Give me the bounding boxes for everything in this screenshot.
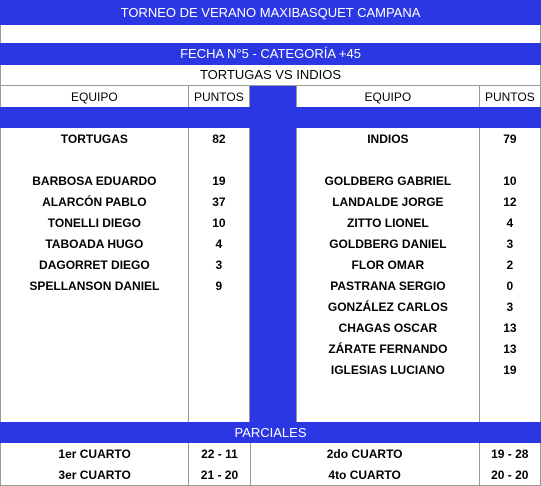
left-player-points: 4 — [189, 233, 250, 255]
left-team-name: TORTUGAS — [0, 128, 189, 150]
right-player-name — [296, 380, 480, 402]
left-player-points: 9 — [189, 275, 250, 297]
table-row — [296, 191, 541, 212]
left-player-name: TABOADA HUGO — [0, 233, 189, 255]
left-player-name: TONELLI DIEGO — [0, 212, 189, 234]
left-player-name: ALARCÓN PABLO — [0, 191, 189, 213]
left-puntos-header: PUNTOS — [189, 86, 250, 108]
right-header — [296, 86, 541, 107]
header-separator — [0, 107, 541, 128]
table-row — [0, 401, 250, 422]
matchup-row — [0, 65, 541, 86]
right-team-name: INDIOS — [296, 128, 480, 150]
table-row — [0, 359, 250, 380]
left-player-name — [0, 380, 189, 402]
right-empty-row — [296, 149, 541, 170]
matchup-label: TORTUGAS VS INDIOS — [199, 67, 342, 82]
tournament-title: TORNEO DE VERANO MAXIBASQUET CAMPANA — [120, 5, 421, 20]
right-player-name: GOLDBERG DANIEL — [296, 233, 480, 255]
right-player-name: PASTRANA SERGIO — [296, 275, 480, 297]
table-row — [0, 380, 250, 401]
q1-score: 22 - 11 — [189, 443, 250, 465]
quarter-row-1 — [0, 443, 541, 464]
spacer-row — [0, 25, 541, 43]
right-player-name: ZITTO LIONEL — [296, 212, 480, 234]
q1-label: 1er CUARTO — [0, 443, 189, 465]
left-player-points — [189, 380, 250, 402]
right-player-points: 13 — [480, 317, 541, 339]
left-player-name — [0, 359, 189, 381]
right-player-name: CHAGAS OSCAR — [296, 317, 480, 339]
left-player-name — [0, 317, 189, 339]
right-player-points — [480, 380, 541, 402]
right-player-points: 4 — [480, 212, 541, 234]
right-player-points: 19 — [480, 359, 541, 381]
left-player-points — [189, 359, 250, 381]
fecha-bar — [0, 43, 541, 65]
right-team-row — [296, 128, 541, 149]
table-row — [296, 233, 541, 254]
right-player-name: GOLDBERG GABRIEL — [296, 170, 480, 192]
right-players — [296, 170, 541, 422]
quarter-row-2 — [0, 464, 541, 485]
right-player-name: ZÁRATE FERNANDO — [296, 338, 480, 360]
right-player-name: GONZÁLEZ CARLOS — [296, 296, 480, 318]
table-row — [296, 296, 541, 317]
right-player-points: 3 — [480, 296, 541, 318]
table-row — [0, 317, 250, 338]
left-equipo-header: EQUIPO — [0, 86, 189, 108]
right-empty-pts — [480, 149, 541, 171]
tournament-title-bar — [0, 0, 541, 25]
parciales-bar — [0, 422, 541, 443]
right-player-points: 2 — [480, 254, 541, 276]
table-row — [296, 338, 541, 359]
right-puntos-header: PUNTOS — [480, 86, 541, 108]
table-row — [0, 254, 250, 275]
right-player-points: 12 — [480, 191, 541, 213]
table-row — [296, 317, 541, 338]
left-player-name — [0, 401, 189, 423]
table-row — [0, 233, 250, 254]
left-player-points: 10 — [189, 212, 250, 234]
left-players — [0, 170, 250, 422]
right-player-points: 10 — [480, 170, 541, 192]
left-empty-name — [0, 149, 189, 171]
left-player-points — [189, 296, 250, 318]
left-player-name — [0, 296, 189, 318]
table-row — [296, 359, 541, 380]
table-row — [296, 254, 541, 275]
right-player-name: LANDALDE JORGE — [296, 191, 480, 213]
q4-label: 4to CUARTO — [251, 464, 480, 486]
left-player-points — [189, 401, 250, 423]
q3-label: 3er CUARTO — [0, 464, 189, 486]
q2-label: 2do CUARTO — [251, 443, 480, 465]
right-player-name — [296, 401, 480, 423]
left-player-points — [189, 317, 250, 339]
right-player-points: 3 — [480, 233, 541, 255]
right-empty-name — [296, 149, 480, 171]
right-team-score: 79 — [480, 128, 541, 150]
left-player-points: 3 — [189, 254, 250, 276]
left-empty-pts — [189, 149, 250, 171]
table-row — [0, 296, 250, 317]
left-empty-row — [0, 149, 250, 170]
right-player-name: FLOR OMAR — [296, 254, 480, 276]
left-team-row — [0, 128, 250, 149]
left-player-name: BARBOSA EDUARDO — [0, 170, 189, 192]
table-row — [296, 170, 541, 191]
q3-score: 21 - 20 — [189, 464, 250, 486]
table-row — [296, 401, 541, 422]
q2-score: 19 - 28 — [480, 443, 541, 465]
right-equipo-header: EQUIPO — [296, 86, 480, 108]
left-player-name: SPELLANSON DANIEL — [0, 275, 189, 297]
table-row — [296, 212, 541, 233]
right-player-points — [480, 401, 541, 423]
table-row — [0, 212, 250, 233]
table-row — [296, 275, 541, 296]
right-player-points: 0 — [480, 275, 541, 297]
left-team-score: 82 — [189, 128, 250, 150]
table-row — [0, 191, 250, 212]
table-row — [296, 380, 541, 401]
left-player-name: DAGORRET DIEGO — [0, 254, 189, 276]
left-player-points — [189, 338, 250, 360]
left-player-name — [0, 338, 189, 360]
fecha-label: FECHA N°5 - CATEGORÍA +45 — [180, 46, 361, 61]
q4-score: 20 - 20 — [480, 464, 541, 486]
left-player-points: 37 — [189, 191, 250, 213]
right-player-points: 13 — [480, 338, 541, 360]
table-row — [0, 275, 250, 296]
table-row — [0, 170, 250, 191]
center-divider — [250, 86, 296, 422]
parciales-label: PARCIALES — [234, 425, 307, 440]
left-player-points: 19 — [189, 170, 250, 192]
left-header — [0, 86, 250, 107]
right-player-name: IGLESIAS LUCIANO — [296, 359, 480, 381]
table-row — [0, 338, 250, 359]
